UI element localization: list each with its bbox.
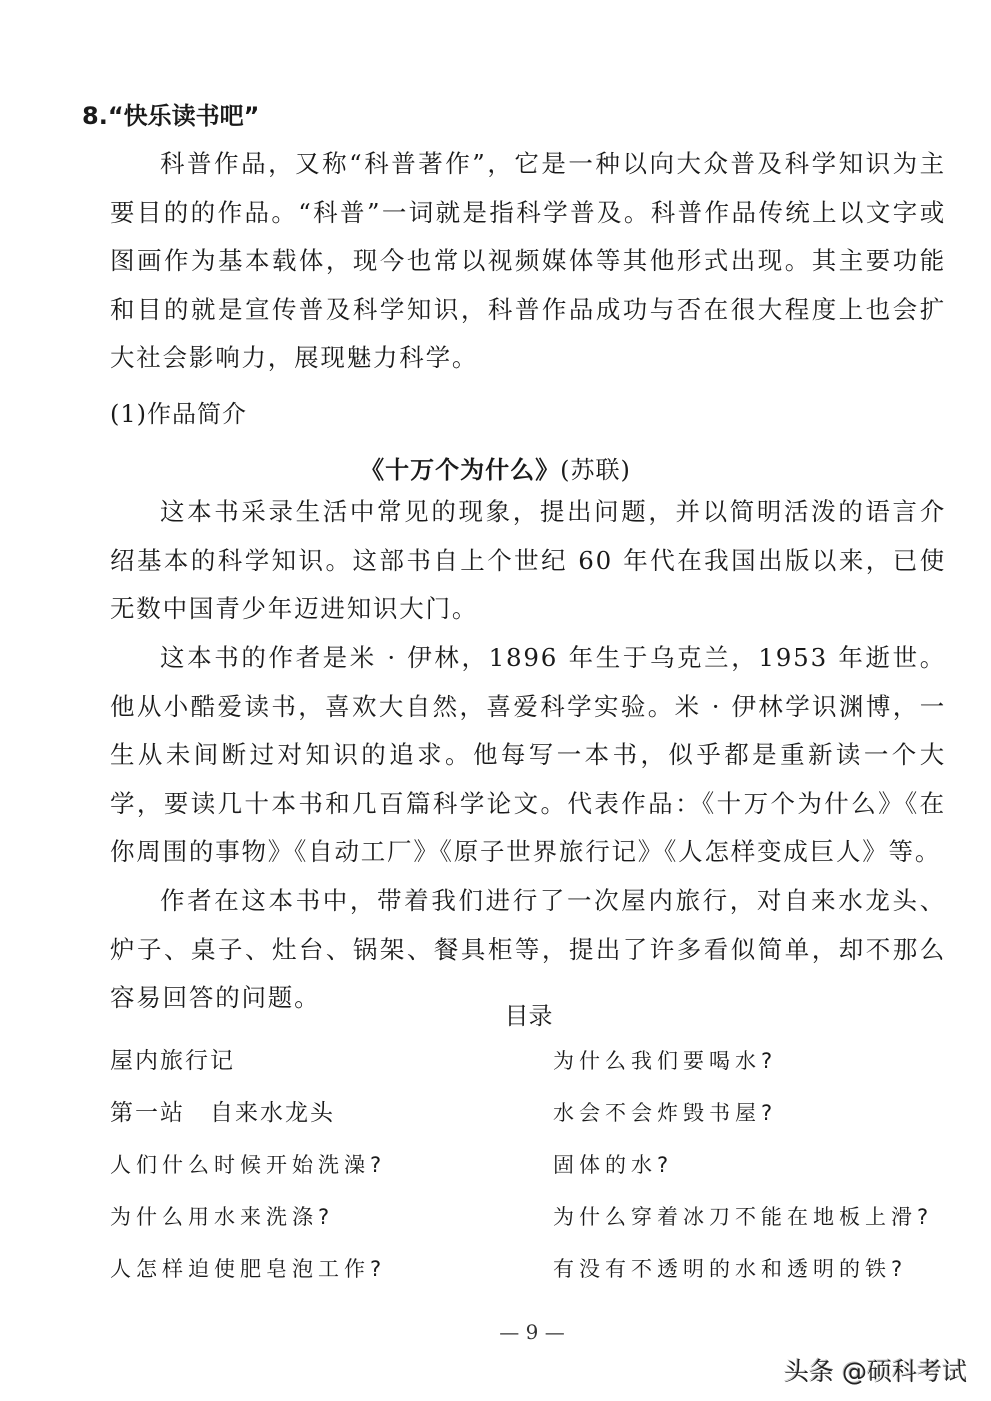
- toc-item: 固体的水?: [553, 1153, 674, 1177]
- author-paragraph: 这本书的作者是米 · 伊林，1896 年生于乌克兰，1953 年逝世。他从小酷爱读书，喜欢大自然，喜爱科学实验。米 · 伊林学识渊博，一生从未间断过对知识的追求。他每写一本书，似乎都是重新读一个大学，要读几十本书和几百篇科学论文。代表作品：《十万个为什么》《在你周围的事物》《自动工厂》《原子世界旅行记》《人怎样变成巨人》等。: [110, 643, 946, 866]
- toc-item: 有没有不透明的水和透明的铁?: [553, 1257, 908, 1281]
- intro-paragraph: 科普作品，又称“科普著作”，它是一种以向大众普及科学知识为主要目的的作品。“科普”一词就是指科学普及。科普作品传统上以文字或图画作为基本载体，现今也常以视频媒体等其他形式出现。其主要功能和目的就是宣传普及科学知识，科普作品成功与否在很大程度上也会扩大社会影响力，展现魅力科学。: [110, 149, 946, 372]
- work-intro-subheading: (1)作品简介: [110, 400, 247, 428]
- toc-title: 目录: [504, 1002, 553, 1030]
- book-description-paragraph: 这本书采录生活中常见的现象，提出问题，并以简明活泼的语言介绍基本的科学知识。这部书自上个世纪 60 年代在我国出版以来，已使无数中国青少年迈进知识大门。: [110, 497, 946, 623]
- toc-item: 人们什么时候开始洗澡?: [110, 1153, 387, 1177]
- toc-item: 水会不会炸毁书屋?: [553, 1101, 778, 1125]
- watermark: 头条 @硕科考试: [784, 1357, 967, 1386]
- toc-left-column: [110, 1044, 386, 1304]
- book-title: 《十万个为什么》: [360, 456, 561, 484]
- toc-item: 第一站 自来水龙头: [110, 1100, 335, 1126]
- toc-item: 人怎样迫使肥皂泡工作?: [110, 1257, 387, 1281]
- content-summary-paragraph: 作者在这本书中，带着我们进行了一次屋内旅行，对自来水龙头、炉子、桌子、灶台、锅架、餐具柜等，提出了许多看似简单，却不那么容易回答的问题。: [110, 886, 946, 1012]
- section-heading: 8.“快乐读书吧”: [82, 102, 260, 130]
- toc-item: 为什么用水来洗涤?: [110, 1205, 335, 1229]
- book-origin: (苏联): [560, 456, 631, 484]
- book-title-line: [0, 450, 991, 485]
- toc-item: 为什么穿着冰刀不能在地板上滑?: [553, 1205, 934, 1229]
- page-number: — 9 —: [499, 1320, 565, 1344]
- toc-item: 屋内旅行记: [110, 1048, 235, 1074]
- toc-item: 为什么我们要喝水?: [553, 1049, 778, 1073]
- toc-right-column: [553, 1044, 933, 1304]
